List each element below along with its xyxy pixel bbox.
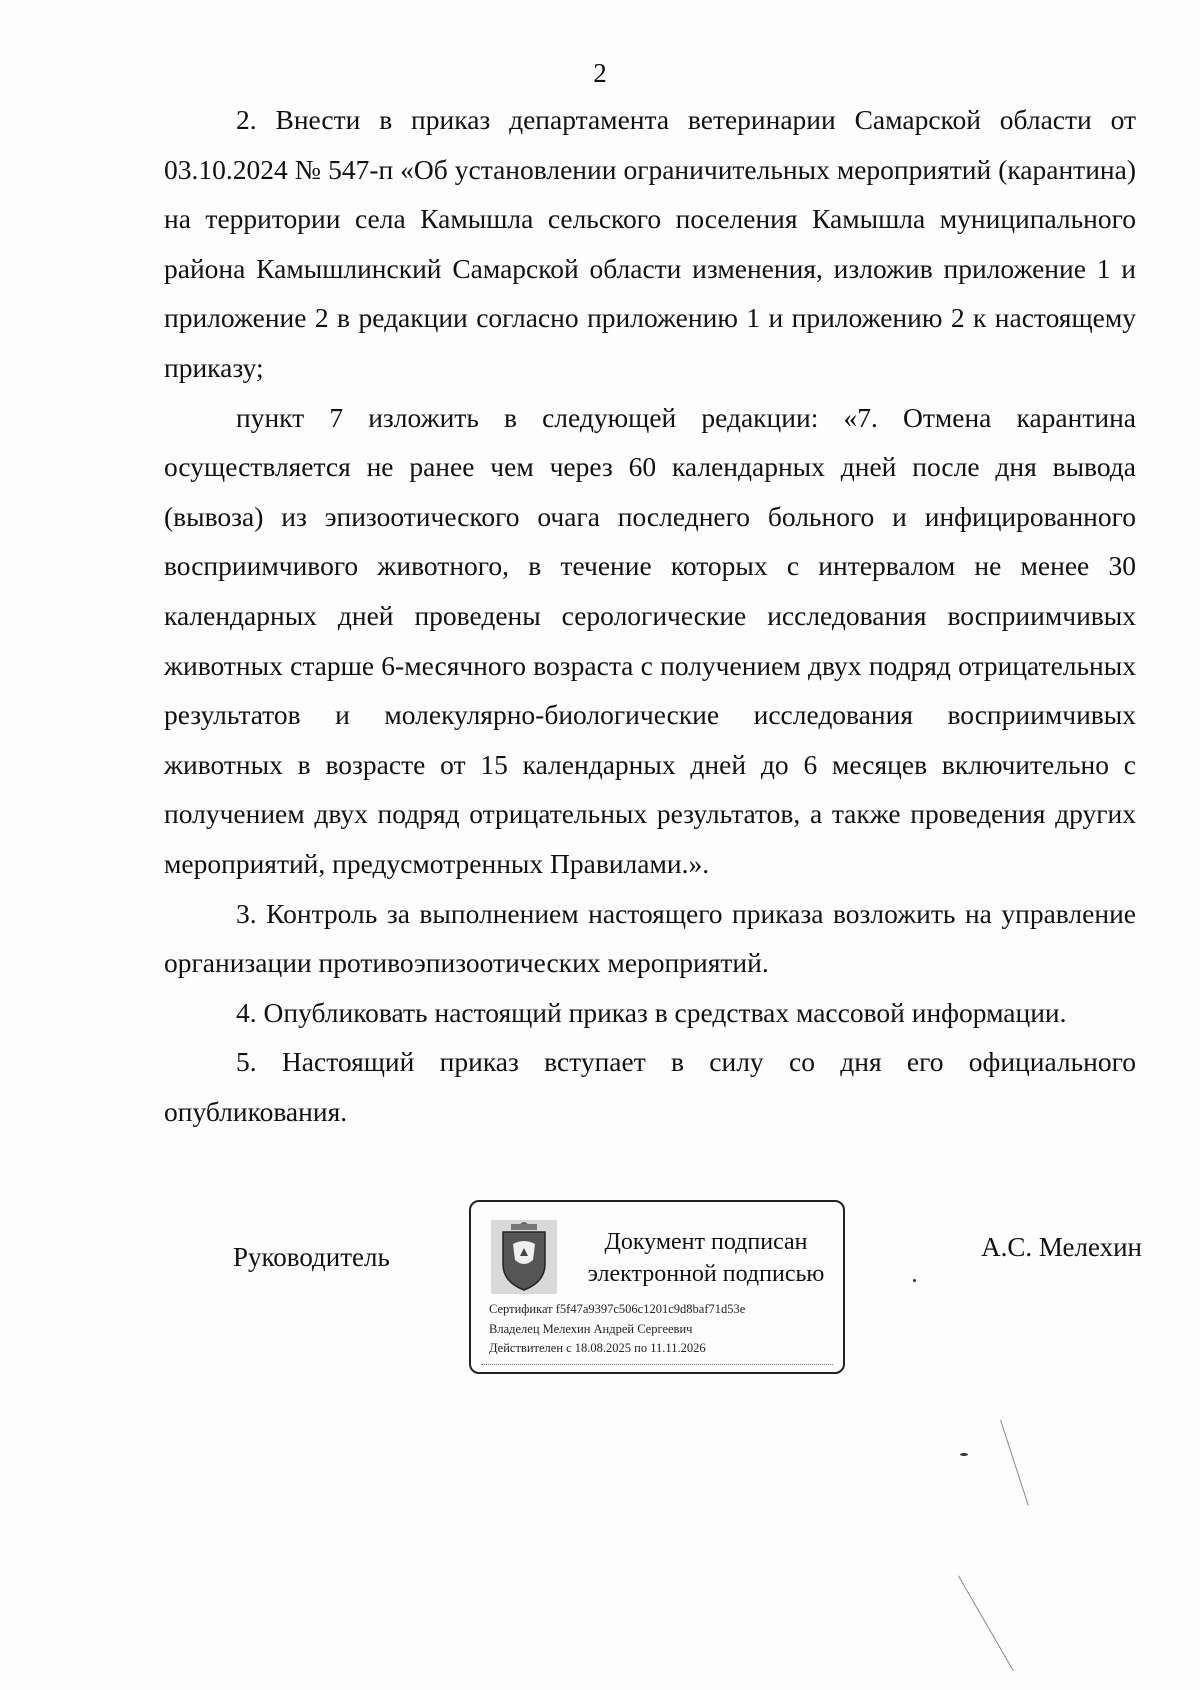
paragraph-item-4: 4. Опубликовать настоящий приказ в средствах массовой информации. [236,996,1067,1028]
electronic-signature-stamp [469,1200,845,1374]
order-text [164,95,1136,1136]
stamp-title-line-2: электронной подписью [587,1261,825,1287]
stamp-validity: Действителен с 18.08.2025 по 11.11.2026 [489,1341,706,1355]
scan-speck [960,1453,968,1456]
scan-speck [913,1279,916,1282]
signature-block [0,1198,1200,1378]
paragraph-item-5: 5. Настоящий приказ вступает в силу со дня его официального опубликования. [164,1046,1136,1127]
stamp-title-line-1: Документ подписан [604,1229,808,1255]
stamp-owner: Владелец Мелехин Андрей Сергеевич [489,1322,693,1336]
signer-name: А.С. Мелехин [981,1232,1142,1262]
samara-coat-of-arms-icon [491,1220,557,1294]
scan-stroke [1000,1420,1029,1506]
scan-stroke [958,1576,1014,1672]
paragraph-item-3: 3. Контроль за выполнением настоящего приказа возложить на управление организации противоэпизоотических мероприятий. [164,897,1136,979]
stamp-title [581,1226,831,1290]
stamp-certificate: Сертификат f5f47a9397c506c1201c9d8baf71d53e [489,1302,746,1316]
signer-position: Руководитель [233,1242,390,1272]
paragraph-point-7: пункт 7 изложить в следующей редакции: «7. Отмена карантина осуществляется не ранее чем через 60 календарных дней после дня вывода (вывоза) из эпизоотического очага последнего больного и инфицированного восприимчивого животного, в течение которых с интервалом не менее 30 календарных дней проведены серологические исследования восприимчивых животных старше 6-месячного возраста с получением двух подряд отрицательных результатов и молекулярно-биологические исследования восприимчивых животных в возрасте от 15 календарных дней до 6 месяцев включительно с получением двух подряд отрицательных результатов, а также проведения других мероприятий, предусмотренных Правилами.». [164,401,1136,879]
page-number: 2 [593,58,607,88]
paragraph-item-2: 2. Внести в приказ департамента ветеринарии Самарской области от 03.10.2024 № 547-п «Об установлении ограничительных мероприятий (карантина) на территории села Камышла сельского поселения Камышла муниципального района Камышлинский Самарской области изменения, изложив приложение 1 и приложение 2 в редакции согласно приложению 1 и приложению 2 к настоящему приказу; [164,104,1136,383]
